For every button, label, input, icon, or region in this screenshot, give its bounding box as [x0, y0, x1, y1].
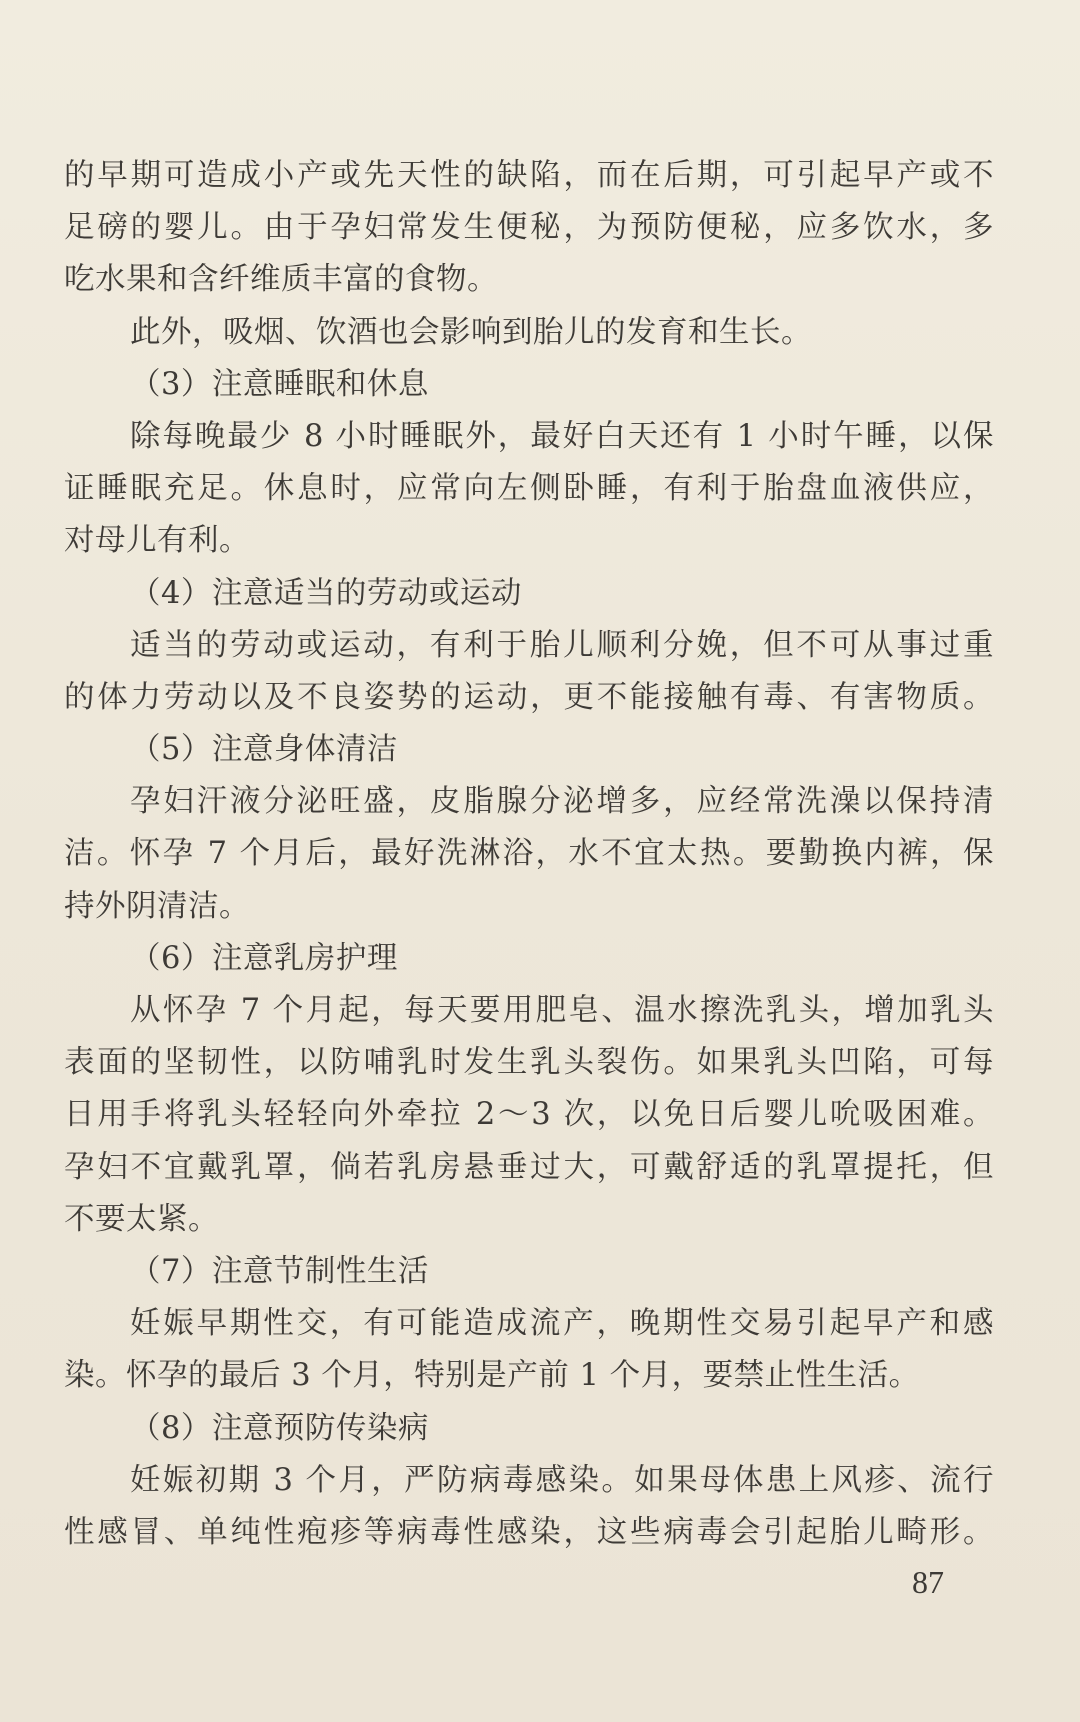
- text-line: 日用手将乳头轻轻向外牵拉 2～3 次，以免日后婴儿吮吸困难。: [64, 1097, 994, 1133]
- text-line: 证睡眠充足。休息时，应常向左侧卧睡，有利于胎盘血液供应，: [64, 471, 994, 507]
- text-line: 不要太紧。: [64, 1201, 219, 1237]
- section-heading: （7）注意节制性生活: [130, 1253, 429, 1289]
- text-line: 表面的坚韧性，以防哺乳时发生乳头裂伤。如果乳头凹陷，可每: [64, 1045, 994, 1081]
- text-line: 对母儿有利。: [64, 523, 250, 559]
- text-line: 吃水果和含纤维质丰富的食物。: [64, 262, 498, 298]
- text-line: 的早期可造成小产或先天性的缺陷，而在后期，可引起早产或不: [64, 158, 994, 193]
- text-line: 适当的劳动或运动，有利于胎儿顺利分娩，但不可从事过重: [130, 627, 994, 663]
- text-line: 足磅的婴儿。由于孕妇常发生便秘，为预防便秘，应多饮水，多: [64, 210, 994, 246]
- text-line: 性感冒、单纯性疱疹等病毒性感染，这些病毒会引起胎儿畸形。: [64, 1514, 994, 1550]
- section-heading: （8）注意预防传染病: [130, 1410, 429, 1446]
- text-line: 孕妇汗液分泌旺盛，皮脂腺分泌增多，应经常洗澡以保持清: [130, 784, 994, 820]
- text-line: 从怀孕 7 个月起，每天要用肥皂、温水擦洗乳头，增加乳头: [130, 993, 994, 1028]
- page-number: 87: [912, 1564, 944, 1600]
- text-line: 染。怀孕的最后 3 个月，特别是产前 1 个月，要禁止性生活。: [64, 1358, 920, 1394]
- text-line: 此外，吸烟、饮酒也会影响到胎儿的发育和生长。: [130, 314, 812, 350]
- text-line: 持外阴清洁。: [64, 888, 250, 924]
- text-line: 除每晚最少 8 小时睡眠外，最好白天还有 1 小时午睡，以保: [130, 418, 994, 454]
- section-heading: （3）注意睡眠和休息: [130, 366, 429, 402]
- section-heading: （6）注意乳房护理: [130, 940, 398, 976]
- text-line: 洁。怀孕 7 个月后，最好洗淋浴，水不宜太热。要勤换内裤，保: [64, 836, 994, 872]
- section-heading: （5）注意身体清洁: [130, 732, 398, 768]
- text-line: 妊娠早期性交，有可能造成流产，晚期性交易引起早产和感: [130, 1306, 994, 1342]
- section-heading: （4）注意适当的劳动或运动: [130, 575, 522, 611]
- body-text: [64, 150, 994, 1559]
- text-line: 孕妇不宜戴乳罩，倘若乳房悬垂过大，可戴舒适的乳罩提托，但: [64, 1149, 994, 1185]
- text-line: 妊娠初期 3 个月，严防病毒感染。如果母体患上风疹、流行: [130, 1462, 994, 1498]
- text-line: 的体力劳动以及不良姿势的运动，更不能接触有毒、有害物质。: [64, 679, 994, 715]
